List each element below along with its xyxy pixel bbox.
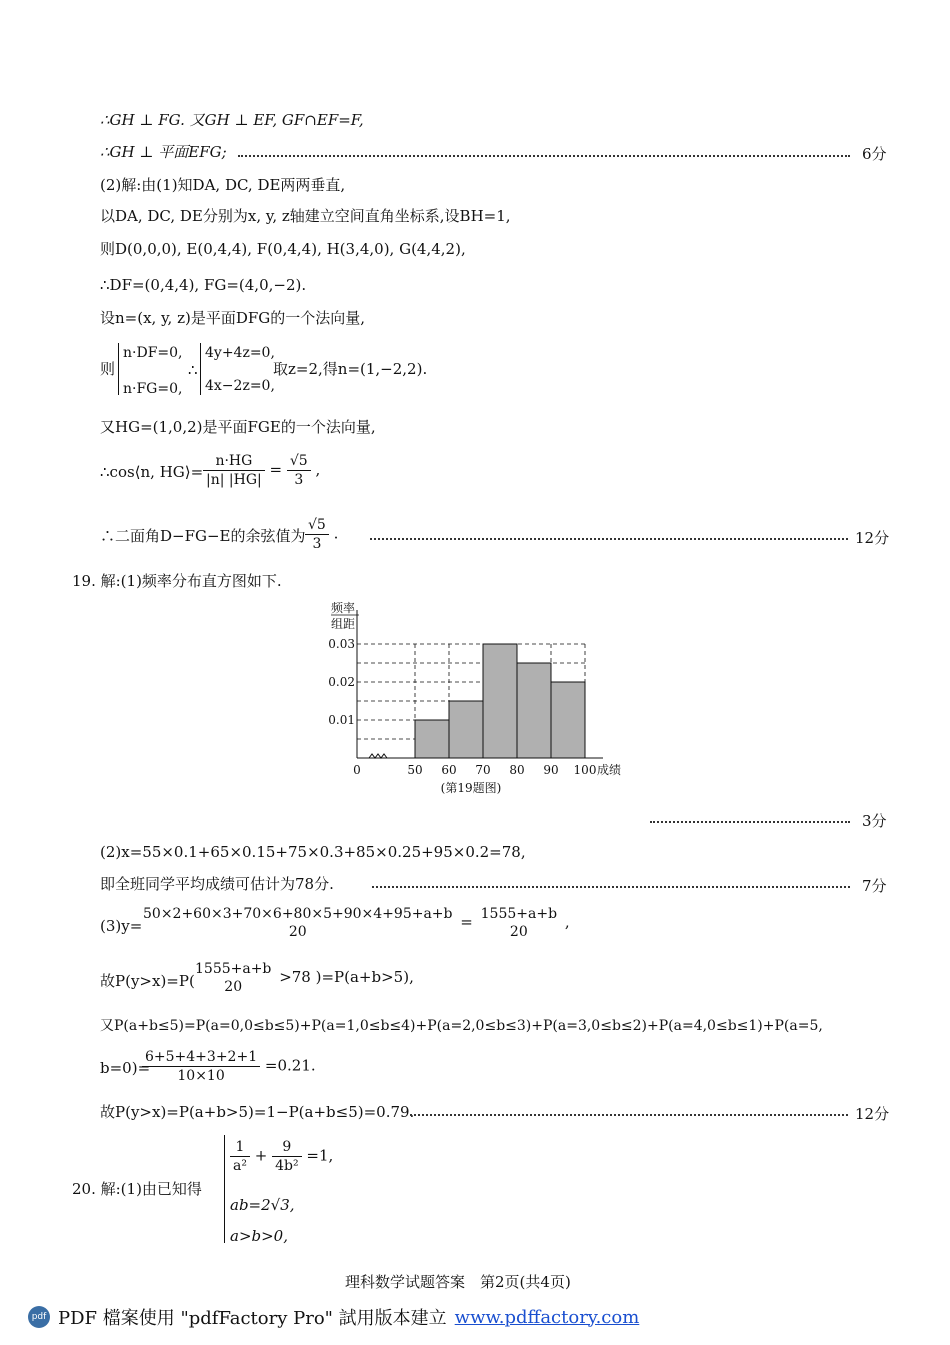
- equals: =: [269, 460, 283, 479]
- sqrt5-result: √5: [305, 516, 329, 535]
- q20-eq2: ab=2√3,: [230, 1196, 295, 1214]
- plus: +: [254, 1146, 268, 1165]
- q19-part2-conclusion: 即全班同学平均成绩可估计为78分.: [100, 875, 334, 893]
- q19-final: 故P(y>x)=P(a+b>5)=1−P(a+b≤5)=0.79.: [100, 1103, 415, 1121]
- x-tick-label: 70: [475, 763, 491, 777]
- q20-frac1-num: 1: [230, 1138, 250, 1157]
- x-tick-label: 100: [573, 763, 597, 777]
- y-axis-label-top: 频率: [331, 601, 356, 615]
- x-tick-label: 50: [407, 763, 423, 777]
- line-4: 以DA, DC, DE分别为x, y, z轴建立空间直角坐标系,设BH=1,: [100, 207, 511, 225]
- comma: ,: [564, 913, 570, 931]
- period: .: [333, 524, 339, 543]
- prob-fraction: [192, 960, 274, 996]
- system-2-eq2: 4x−2z=0,: [205, 378, 275, 394]
- line-7: 设n=(x, y, z)是平面DFG的一个法向量,: [100, 309, 366, 327]
- x-tick-label: 90: [543, 763, 559, 777]
- brace-2: [200, 343, 201, 395]
- q19-enumeration: 又P(a+b≤5)=P(a=0,0≤b≤5)+P(a=1,0≤b≤4)+P(a=2,0≤b≤3)+P(a=3,0≤b≤2)+P(a=4,0≤b≤1)+P(a=5,: [100, 1018, 823, 1034]
- line-9: 又HG=(1,0,2)是平面FGE的一个法向量,: [100, 418, 376, 436]
- cos-numerator: n·HG: [203, 452, 265, 471]
- line-8-prefix: 则: [100, 360, 116, 378]
- q20-heading: 20. 解:(1)由已知得: [72, 1180, 202, 1198]
- system-2-eq1: 4y+4z=0,: [205, 345, 275, 361]
- score-12b: 12分: [855, 1105, 890, 1123]
- score-6: 6分: [862, 145, 887, 163]
- q19-part3-prefix: (3)y=: [100, 917, 143, 935]
- q20-frac1-den: a²: [233, 1158, 247, 1174]
- x-tick-label: 80: [509, 763, 525, 777]
- dotted-leader: [370, 536, 848, 540]
- three-result: 3: [312, 536, 322, 552]
- prob-ratio-num: 6+5+4+3+2+1: [142, 1048, 260, 1067]
- q19-b0-prefix: b=0)=: [100, 1059, 151, 1077]
- x-tick-label: 0: [353, 763, 361, 777]
- dotted-leader: [372, 884, 850, 888]
- brace-q20: [224, 1135, 225, 1243]
- q20-frac2-den: 4b²: [275, 1158, 299, 1174]
- x-axis-label: 成绩: [597, 763, 622, 777]
- line-8-therefore: ∴: [188, 361, 198, 379]
- mean-numerator-2: 1555+a+b: [480, 906, 558, 922]
- y-tick-label: 0.03: [328, 637, 355, 651]
- dotted-leader: [238, 153, 850, 157]
- dotted-leader: [650, 819, 850, 823]
- histogram-bar: [551, 682, 585, 758]
- prob-numerator: 1555+a+b: [195, 961, 272, 977]
- score-3: 3分: [862, 812, 887, 830]
- histogram-bar: [483, 644, 517, 758]
- three: 3: [294, 472, 304, 488]
- prob-tail: )=P(a+b>5),: [315, 968, 414, 986]
- q19-part2: (2)x=55×0.1+65×0.15+75×0.3+85×0.25+95×0.2=78,: [100, 843, 526, 861]
- cos-denominator: |n| |HG|: [206, 472, 262, 488]
- prob-ratio: [142, 1048, 260, 1085]
- line-2: ∴GH ⊥ 平面EFG;: [100, 143, 227, 161]
- mean-fraction-1: [140, 905, 456, 941]
- chart-caption: (第19题图): [440, 781, 502, 795]
- comma: ,: [315, 460, 321, 479]
- mean-numerator-1: 50×2+60×3+70×6+80×5+90×4+95+a+b: [143, 906, 453, 922]
- prob-ratio-result: =0.21.: [264, 1056, 316, 1075]
- line-3: (2)解:由(1)知DA, DC, DE两两垂直,: [100, 176, 346, 194]
- prob-ratio-den: 10×10: [177, 1068, 225, 1084]
- brace-1: [118, 343, 119, 395]
- line-11-prefix: ∴二面角D−FG−E的余弦值为: [100, 527, 306, 545]
- system-1-eq2: n·FG=0,: [123, 381, 183, 397]
- prob-denominator: 20: [224, 979, 243, 995]
- system-1-eq1: n·DF=0,: [123, 345, 183, 361]
- page-footer: 理科数学试题答案 第2页(共4页): [345, 1273, 571, 1291]
- y-axis-label-bottom: 组距: [331, 617, 356, 631]
- sqrt5: √5: [287, 452, 311, 471]
- histogram-bar: [517, 663, 551, 758]
- q19-part3-prob-prefix: 故P(y>x)=P(: [100, 972, 195, 990]
- mean-denominator-1: 20: [288, 924, 307, 940]
- histogram-chart: [325, 600, 645, 800]
- cosine-result: [305, 516, 329, 553]
- histogram-bar: [449, 701, 483, 758]
- dotted-leader: [410, 1112, 848, 1116]
- line-1: ∴GH ⊥ FG. 又GH ⊥ EF, GF∩EF=F,: [100, 111, 364, 129]
- q20-eq1-tail: =1,: [306, 1146, 334, 1165]
- pdf-icon: pdf: [28, 1306, 50, 1328]
- histogram-bar: [415, 720, 449, 758]
- line-10-prefix: ∴cos⟨n, HG⟩=: [100, 463, 204, 481]
- axis-break: [369, 754, 387, 758]
- q20-frac2: [272, 1138, 301, 1175]
- mean-fraction-2: [478, 905, 560, 941]
- y-tick-label: 0.02: [328, 675, 355, 689]
- mean-denominator-2: 20: [509, 924, 528, 940]
- score-12: 12分: [855, 529, 890, 547]
- line-5: 则D(0,0,0), E(0,4,4), F(0,4,4), H(3,4,0), G(4,4,2),: [100, 240, 466, 258]
- pdf-text: PDF 檔案使用 "pdfFactory Pro" 試用版本建立: [58, 1308, 447, 1329]
- y-tick-label: 0.01: [328, 713, 355, 727]
- line-8-suffix: 取z=2,得n=(1,−2,2).: [273, 360, 428, 378]
- q20-frac2-num: 9: [272, 1138, 301, 1157]
- pdf-link[interactable]: www.pdffactory.com: [454, 1306, 640, 1328]
- score-7: 7分: [862, 877, 887, 895]
- gt-78: >78: [279, 968, 311, 986]
- pdf-watermark: [28, 1304, 639, 1330]
- q20-frac1: [230, 1138, 250, 1175]
- q19-heading: 19. 解:(1)频率分布直方图如下.: [72, 572, 282, 590]
- cos-fraction: [203, 452, 265, 489]
- line-6: ∴DF=(0,4,4), FG=(4,0,−2).: [100, 276, 307, 294]
- q20-eq3: a>b>0,: [230, 1227, 288, 1245]
- equals: =: [460, 913, 473, 931]
- sqrt5-over-3: [287, 452, 311, 489]
- x-tick-label: 60: [441, 763, 457, 777]
